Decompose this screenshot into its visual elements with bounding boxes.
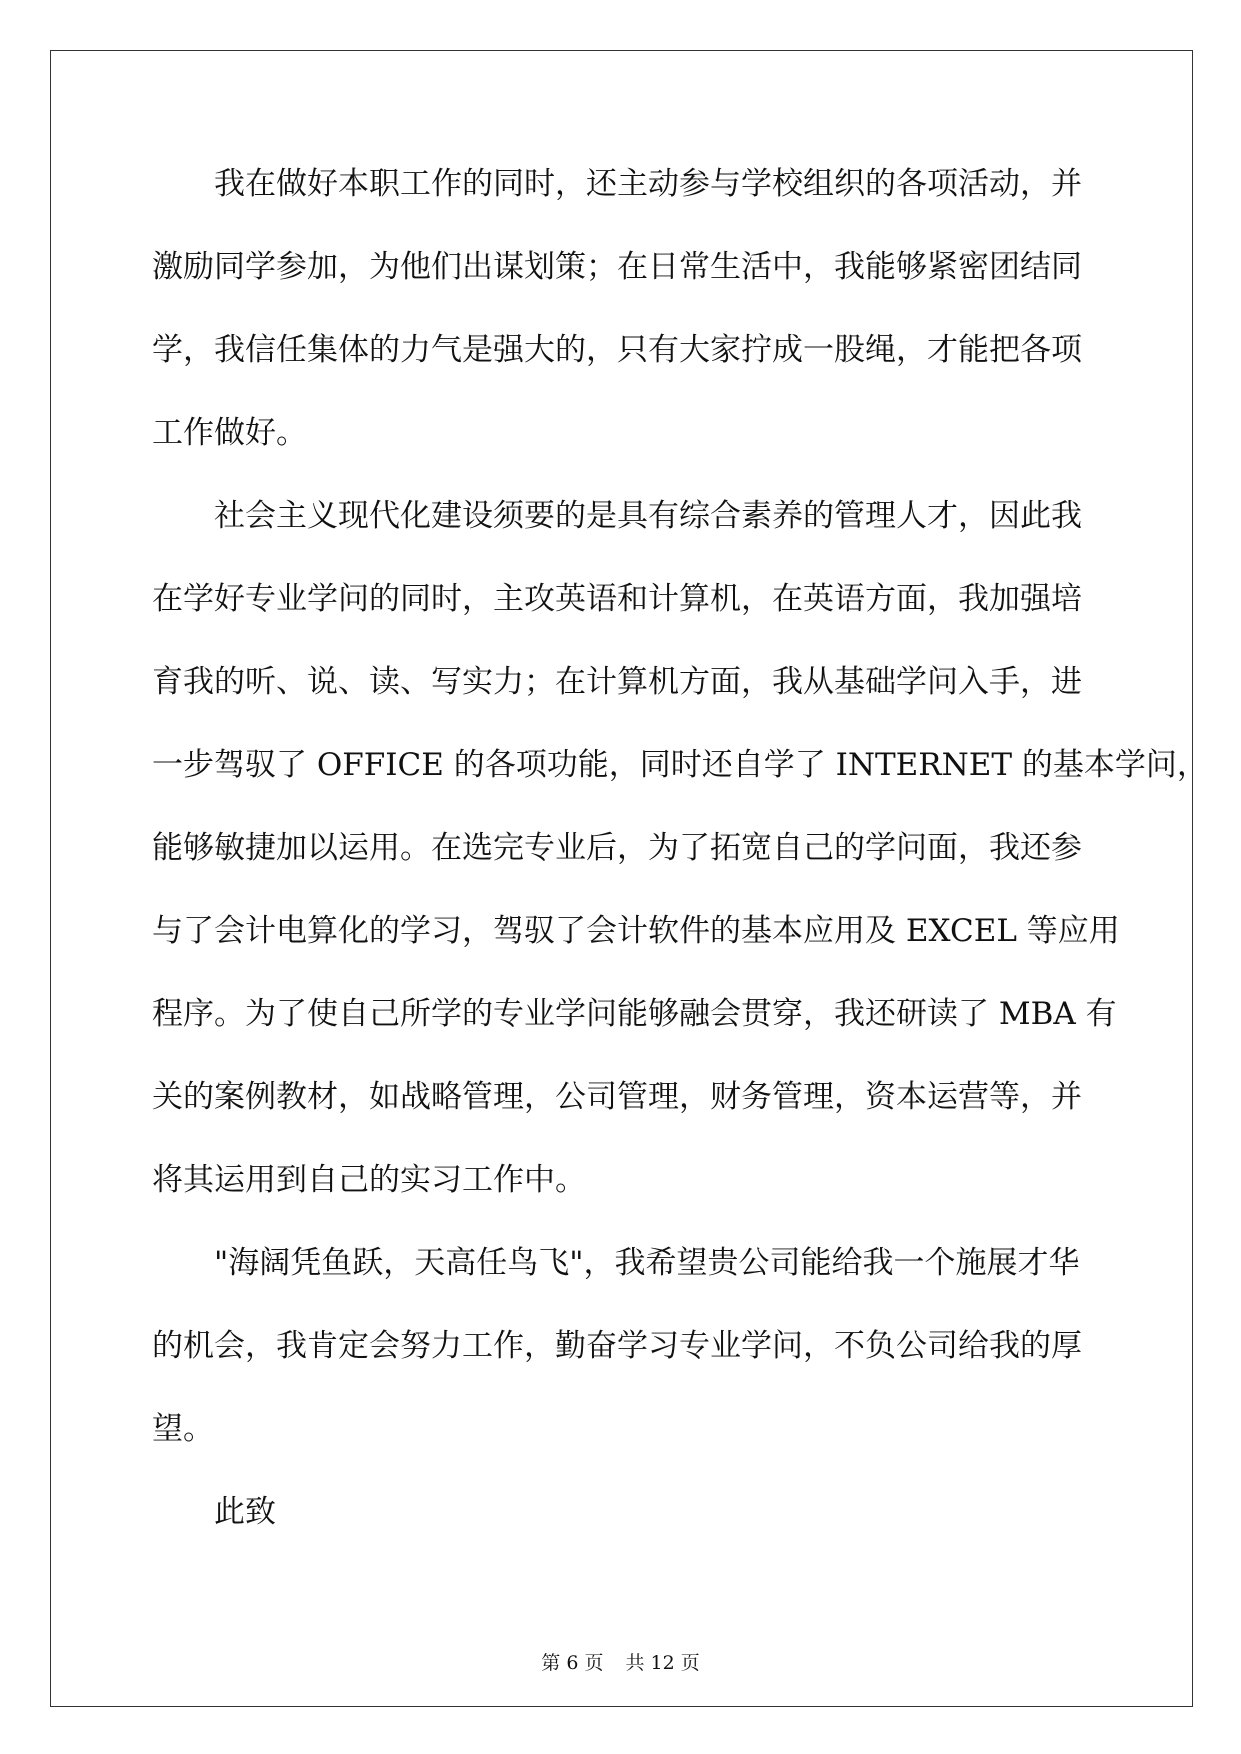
text-line-15: 的机会，我肯定会努力工作，勤奋学习专业学问，不负公司给我的厚 xyxy=(152,1328,1082,1364)
text-line-17: 此致 xyxy=(214,1494,276,1530)
text-line-7: 育我的听、说、读、写实力；在计算机方面，我从基础学问入手，进 xyxy=(152,664,1082,700)
document-body xyxy=(152,160,1208,1571)
text-line-5: 社会主义现代化建设须要的是具有综合素养的管理人才，因此我 xyxy=(214,498,1082,534)
text-line-4: 工作做好。 xyxy=(152,415,307,451)
page-total: 共 12 页 xyxy=(625,1652,700,1674)
page-number: 第 6 页 xyxy=(541,1652,604,1674)
text-line-3: 学，我信任集体的力气是强大的，只有大家拧成一股绳，才能把各项 xyxy=(152,332,1082,368)
text-line-8: 一步驾驭了 OFFICE 的各项功能，同时还自学了 INTERNET 的基本学问， xyxy=(152,747,1208,783)
text-line-6: 在学好专业学问的同时，主攻英语和计算机，在英语方面，我加强培 xyxy=(152,581,1082,617)
text-line-2: 激励同学参加，为他们出谋划策；在日常生活中，我能够紧密团结同 xyxy=(152,249,1082,285)
text-line-13: 将其运用到自己的实习工作中。 xyxy=(152,1162,586,1198)
text-line-1: 我在做好本职工作的同时，还主动参与学校组织的各项活动，并 xyxy=(214,166,1082,202)
text-line-10: 与了会计电算化的学习，驾驭了会计软件的基本应用及 EXCEL 等应用 xyxy=(152,913,1120,949)
text-line-11: 程序。为了使自己所学的专业学问能够融会贯穿，我还研读了 MBA 有 xyxy=(152,996,1117,1032)
text-line-14: "海阔凭鱼跃，天高任鸟飞"，我希望贵公司能给我一个施展才华 xyxy=(214,1245,1080,1281)
text-line-16: 望。 xyxy=(152,1411,214,1447)
text-line-12: 关的案例教材，如战略管理，公司管理，财务管理，资本运营等，并 xyxy=(152,1079,1082,1115)
page-footer xyxy=(0,1650,1241,1676)
text-line-9: 能够敏捷加以运用。在选完专业后，为了拓宽自己的学问面，我还参 xyxy=(152,830,1082,866)
